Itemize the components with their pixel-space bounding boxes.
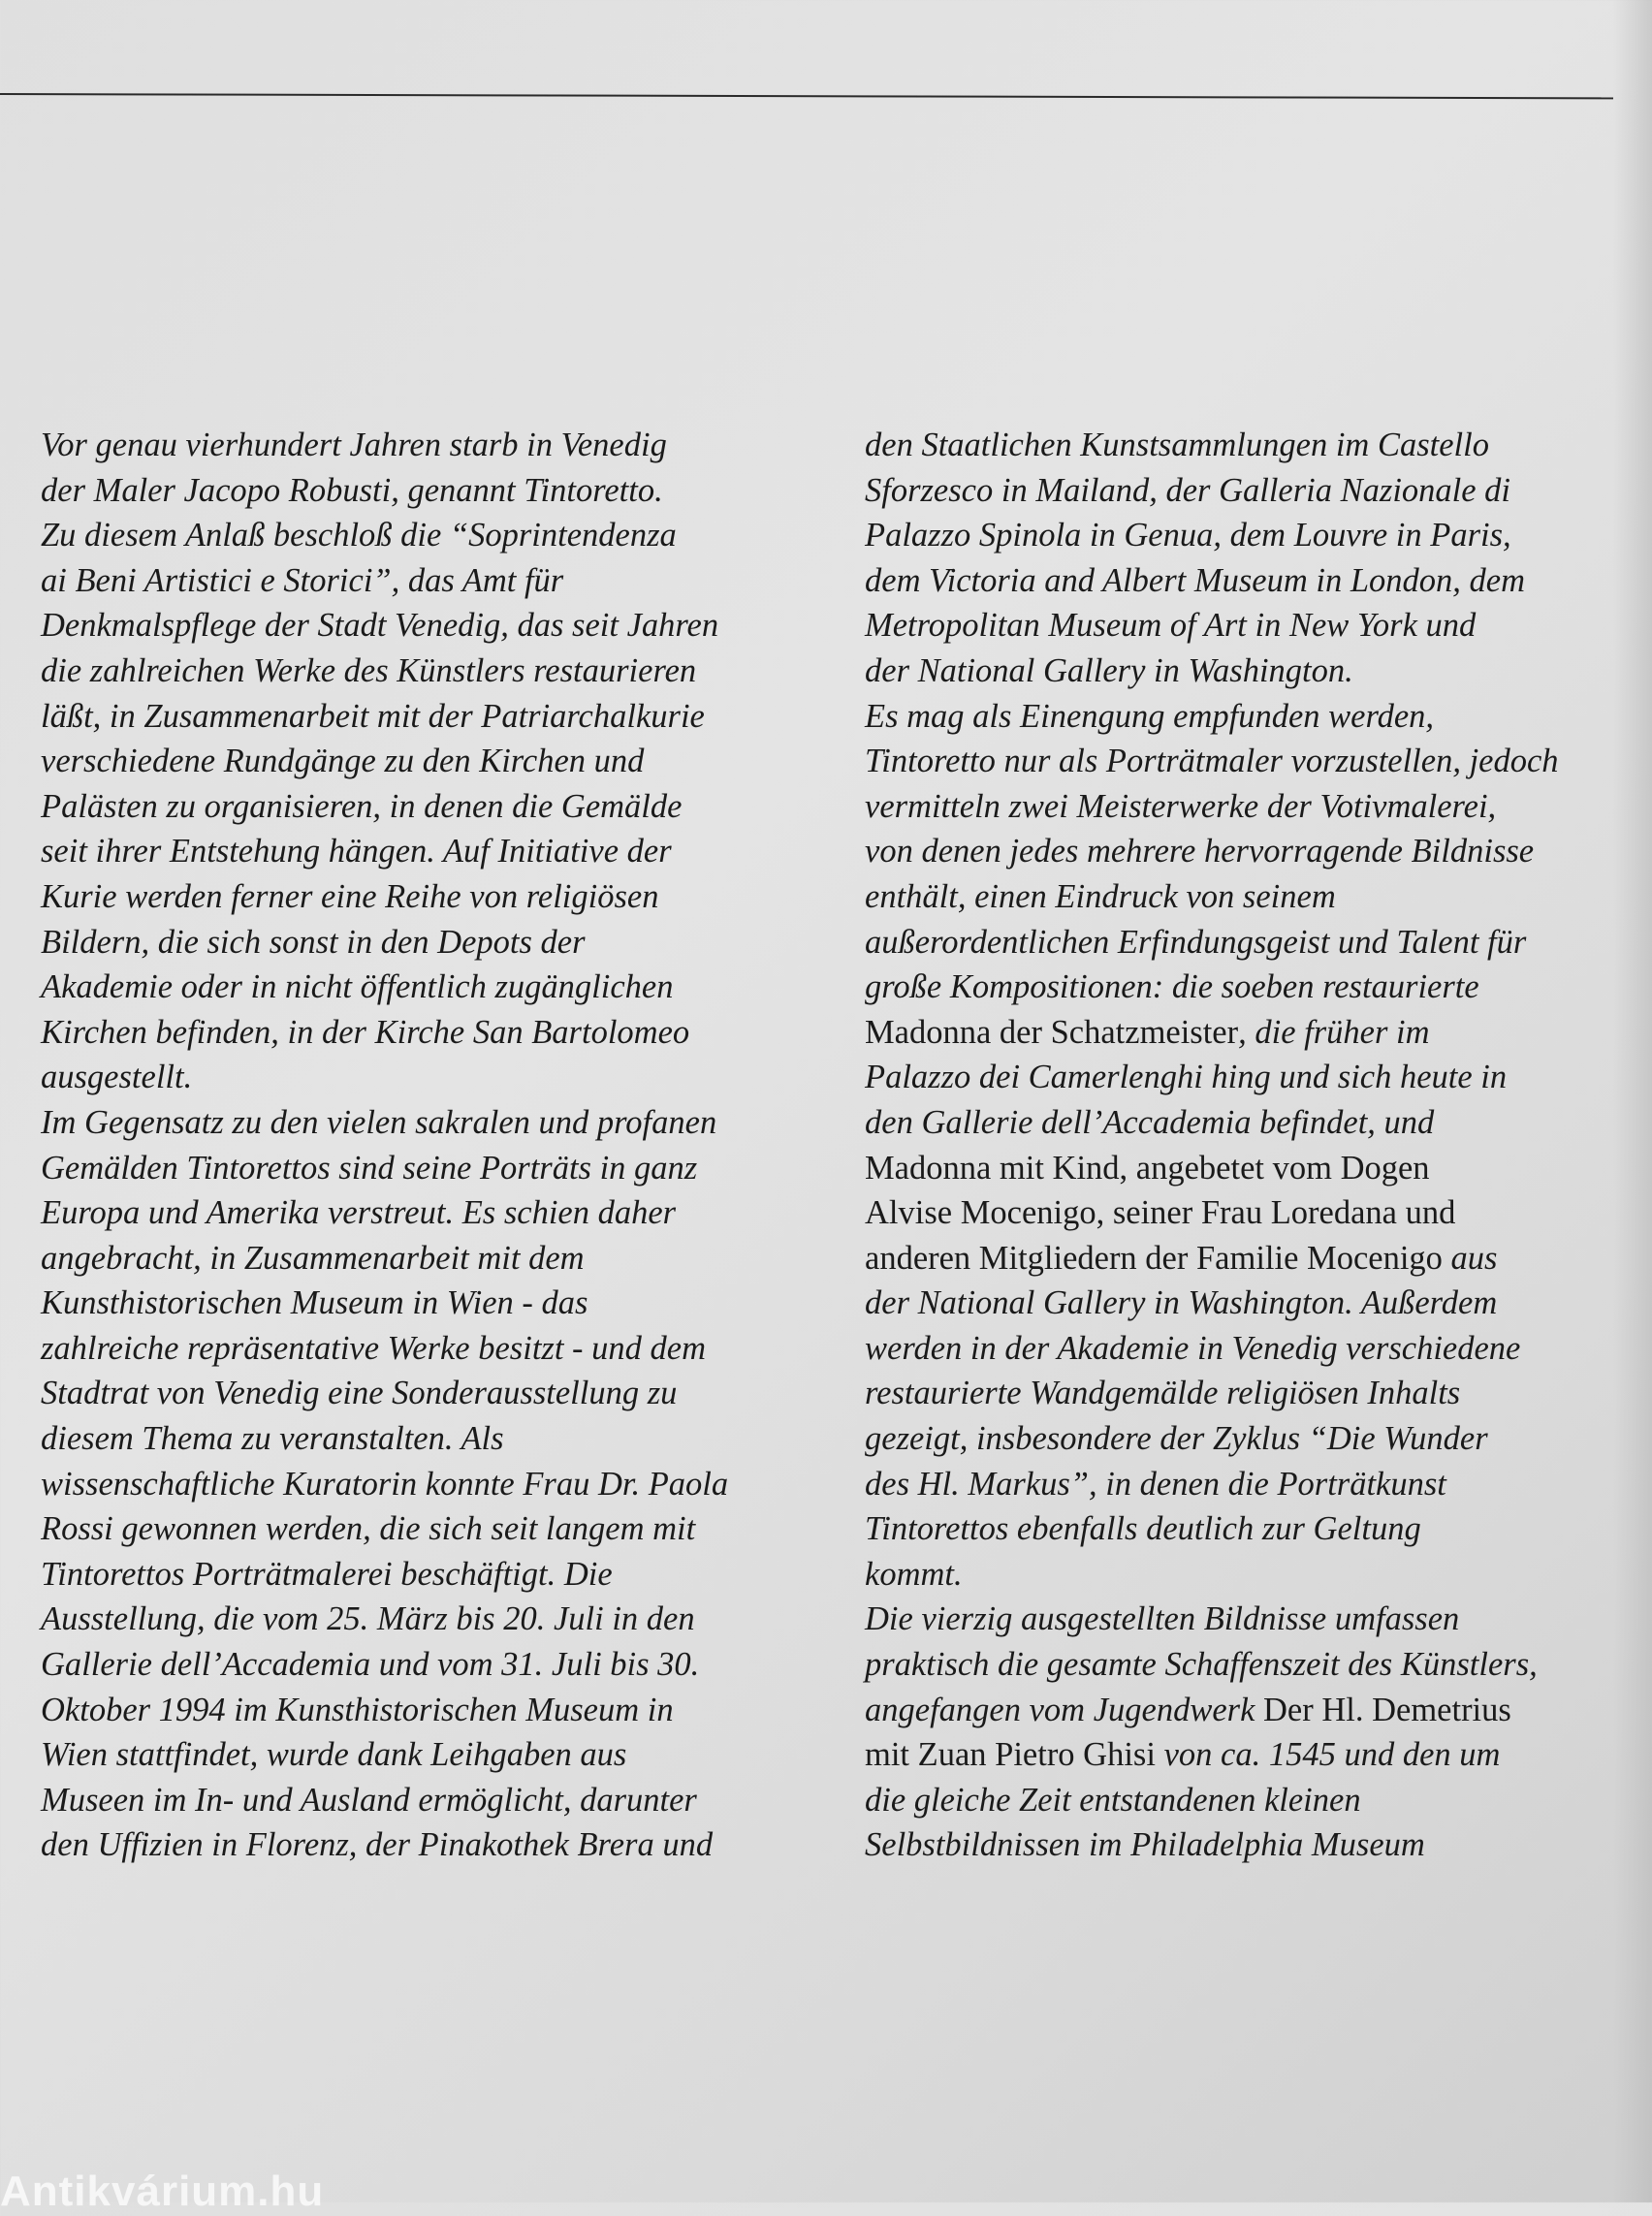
artwork-title-text: Alvise Mocenigo, seiner Frau Loredana und (865, 1194, 1456, 1232)
text-line (41, 1416, 816, 1462)
text-line (865, 1732, 1631, 1778)
body-text: des Hl. Markus”, in denen die Porträtkunst (865, 1465, 1446, 1503)
text-line (41, 1100, 816, 1146)
text-line (41, 1732, 816, 1778)
text-line (41, 1642, 816, 1688)
right-text-column (865, 423, 1631, 1868)
body-text: Akademie oder in nicht öffentlich zugänglichen (41, 968, 674, 1006)
text-line (865, 1010, 1631, 1056)
text-line (41, 649, 816, 694)
text-line (41, 1552, 816, 1598)
body-text: Oktober 1994 im Kunsthistorischen Museum in (41, 1691, 674, 1728)
text-line (41, 829, 816, 874)
text-line (865, 423, 1631, 468)
text-line (865, 603, 1631, 649)
text-line (865, 1416, 1631, 1462)
text-line (865, 468, 1631, 514)
text-line (865, 649, 1631, 694)
body-text: den Gallerie dell’Accademia befindet, und (865, 1103, 1435, 1141)
body-text: Sforzesco in Mailand, der Galleria Nazionale di (865, 471, 1511, 509)
body-text: Stadtrat von Venedig eine Sonderausstellung zu (41, 1375, 678, 1412)
body-text: die gleiche Zeit entstandenen kleinen (865, 1781, 1361, 1819)
text-line (41, 1281, 816, 1326)
body-text: Palazzo dei Camerlenghi hing und sich heute in (865, 1059, 1508, 1096)
body-text: Vor genau vierhundert Jahren starb in Venedig (41, 427, 667, 463)
body-text: Kirchen befinden, in der Kirche San Bartolomeo (41, 1013, 690, 1051)
text-line (865, 1236, 1631, 1282)
text-line (865, 1552, 1631, 1598)
body-text: restaurierte Wandgemälde religiösen Inhalts (865, 1375, 1461, 1412)
text-line (41, 468, 816, 514)
body-text: von ca. 1545 und den um (1155, 1736, 1501, 1774)
body-text: läßt, in Zusammenarbeit mit der Patriarchalkurie (41, 697, 705, 735)
text-line (865, 1506, 1631, 1552)
body-text: angebracht, in Zusammenarbeit mit dem (41, 1239, 585, 1277)
text-line (865, 513, 1631, 558)
text-line (41, 1010, 816, 1056)
body-text: gezeigt, insbesondere der Zyklus “Die Wunder (865, 1420, 1488, 1458)
body-text: Denkmalspflege der Stadt Venedig, das seit Jahren (41, 607, 719, 645)
body-text: Kurie werden ferner eine Reihe von religiösen (41, 877, 659, 915)
text-line (865, 1190, 1631, 1236)
artwork-title-text: Madonna der Schatzmeister (865, 1013, 1239, 1051)
body-text: Gemälden Tintorettos sind seine Porträts in ganz (41, 1149, 698, 1187)
top-rule-divider (0, 93, 1613, 99)
body-text: Tintorettos Porträtmalerei beschäftigt. Die (41, 1555, 613, 1593)
text-line (865, 1281, 1631, 1326)
body-text: die zahlreichen Werke des Künstlers restaurieren (41, 651, 697, 689)
body-text: wissenschaftliche Kuratorin konnte Frau Dr. Paola (41, 1465, 729, 1503)
body-text: praktisch die gesamte Schaffenszeit des Künstlers, (865, 1646, 1538, 1684)
text-line (41, 920, 816, 966)
body-text: verschiedene Rundgänge zu den Kirchen und (41, 743, 645, 780)
text-line (41, 965, 816, 1010)
body-text: , die früher im (1238, 1013, 1430, 1051)
body-text: von denen jedes mehrere hervorragende Bildnisse (865, 833, 1535, 871)
artwork-title-text: Madonna mit Kind, angebetet vom Dogen (865, 1149, 1430, 1187)
text-line (41, 739, 816, 784)
text-line (41, 784, 816, 830)
text-line (41, 874, 816, 920)
text-line (41, 1055, 816, 1100)
text-line (41, 1778, 816, 1823)
text-line (41, 1597, 816, 1642)
body-text: angefangen vom Jugendwerk (865, 1691, 1264, 1728)
body-text: der Maler Jacopo Robusti, genannt Tintoretto. (41, 471, 663, 509)
text-line (865, 739, 1631, 784)
body-text: Rossi gewonnen werden, die sich seit langem mit (41, 1510, 696, 1548)
body-text: Tintoretto nur als Porträtmaler vorzustellen, jedoch (865, 743, 1559, 780)
text-line (41, 1822, 816, 1868)
watermark: Antikvárium.hu (0, 2168, 325, 2215)
body-text: Tintorettos ebenfalls deutlich zur Geltung (865, 1510, 1421, 1548)
body-text: große Kompositionen: die soeben restaurierte (865, 968, 1479, 1006)
body-text: Kunsthistorischen Museum in Wien - das (41, 1284, 588, 1322)
text-line (41, 513, 816, 558)
text-line (41, 1326, 816, 1372)
text-line (41, 558, 816, 604)
body-text: aus (1442, 1239, 1498, 1277)
body-text: Metropolitan Museum of Art in New York und (865, 607, 1477, 645)
text-line (41, 603, 816, 649)
body-text: der National Gallery in Washington. Außerdem (865, 1284, 1498, 1322)
body-text: kommt. (865, 1555, 963, 1593)
body-text: Museen im In- und Ausland ermöglicht, darunter (41, 1781, 697, 1819)
text-line (865, 694, 1631, 740)
text-line (865, 1642, 1631, 1688)
body-text: ai Beni Artistici e Storici”, das Amt für (41, 561, 564, 599)
body-text: Wien stattfindet, wurde dank Leihgaben aus (41, 1736, 627, 1774)
text-line (41, 1506, 816, 1552)
text-line (865, 874, 1631, 920)
text-line (865, 1688, 1631, 1733)
body-text: Gallerie dell’Accademia und vom 31. Juli bis 30. (41, 1646, 700, 1684)
text-line (41, 1371, 816, 1416)
text-line (41, 1190, 816, 1236)
body-text: Die vierzig ausgestellten Bildnisse umfassen (865, 1600, 1460, 1638)
text-line (865, 1778, 1631, 1823)
text-line (41, 1462, 816, 1507)
artwork-title-text: anderen Mitgliedern der Familie Mocenigo (865, 1239, 1443, 1277)
body-text: zahlreiche repräsentative Werke besitzt - und dem (41, 1329, 707, 1367)
text-line (865, 1326, 1631, 1372)
text-line (865, 1597, 1631, 1642)
text-line (865, 1055, 1631, 1100)
body-text: Bildern, die sich sonst in den Depots der (41, 923, 586, 961)
text-line (865, 965, 1631, 1010)
text-line (865, 1371, 1631, 1416)
text-line (865, 1462, 1631, 1507)
text-line (865, 1146, 1631, 1191)
body-text: Im Gegensatz zu den vielen sakralen und profanen (41, 1103, 717, 1141)
left-text-column (41, 423, 816, 1868)
body-text: Selbstbildnissen im Philadelphia Museum (865, 1826, 1425, 1864)
text-line (41, 694, 816, 740)
text-line (865, 558, 1631, 604)
text-line (41, 1236, 816, 1282)
body-text: enthält, einen Eindruck von seinem (865, 877, 1336, 915)
text-line (41, 1688, 816, 1733)
body-text: Ausstellung, die vom 25. März bis 20. Juli in den (41, 1600, 695, 1638)
body-text: der National Gallery in Washington. (865, 651, 1353, 689)
body-text: diesem Thema zu veranstalten. Als (41, 1420, 504, 1458)
body-text: Palästen zu organisieren, in denen die Gemälde (41, 787, 683, 825)
body-text: dem Victoria and Albert Museum in London, dem (865, 561, 1525, 599)
artwork-title-text: Der Hl. Demetrius (1263, 1691, 1511, 1728)
body-text: Es mag als Einengung empfunden werden, (865, 697, 1435, 735)
body-text: werden in der Akademie in Venedig verschiedene (865, 1329, 1521, 1367)
text-line (865, 784, 1631, 830)
text-line (865, 1100, 1631, 1146)
text-line (41, 1146, 816, 1191)
text-line (865, 920, 1631, 966)
body-text: ausgestellt. (41, 1059, 193, 1096)
body-text: außerordentlichen Erfindungsgeist und Talent für (865, 923, 1527, 961)
text-line (865, 1822, 1631, 1868)
body-text: seit ihrer Entstehung hängen. Auf Initiative der (41, 833, 672, 871)
text-line (865, 829, 1631, 874)
body-text: Europa und Amerika verstreut. Es schien daher (41, 1194, 677, 1232)
body-text: den Staatlichen Kunstsammlungen im Castello (865, 427, 1489, 463)
artwork-title-text: mit Zuan Pietro Ghisi (865, 1736, 1156, 1774)
body-text: vermitteln zwei Meisterwerke der Votivmalerei, (865, 787, 1497, 825)
body-text: Palazzo Spinola in Genua, dem Louvre in Paris, (865, 517, 1511, 554)
text-line (41, 423, 816, 468)
body-text: den Uffizien in Florenz, der Pinakothek Brera und (41, 1826, 714, 1864)
body-text: Zu diesem Anlaß beschloß die “Soprintendenza (41, 517, 677, 554)
